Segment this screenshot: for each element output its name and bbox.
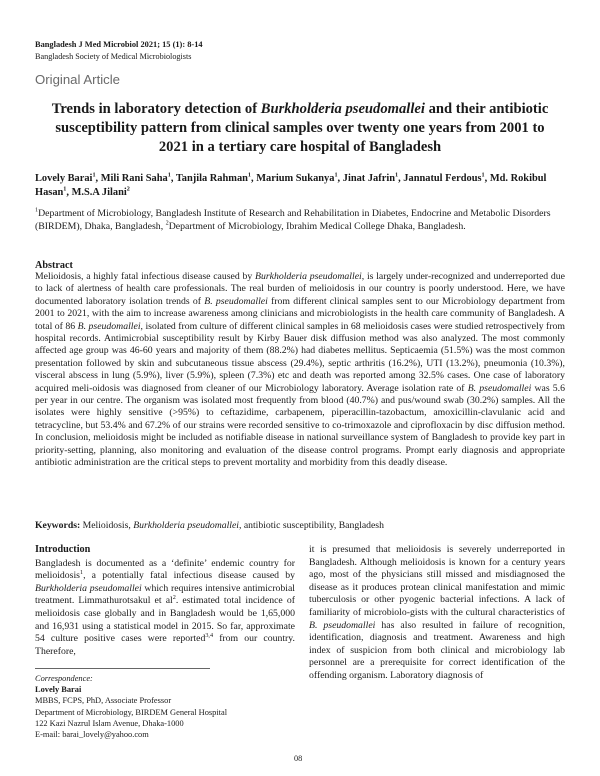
author-list bbox=[35, 172, 565, 200]
correspondence-name: Lovely Barai bbox=[35, 685, 82, 695]
article-type-label: Original Article bbox=[35, 72, 121, 87]
author: Marium Sukanya$^1$, bbox=[256, 171, 343, 184]
correspondence-label: Correspondence: bbox=[35, 674, 93, 683]
article-title: Trends in laboratory detection of Burkholderia pseudomallei and their antibiotic susceptibility pattern from clinical samples over twenty one years from 2001 to 2021 in a tertiary care hospital of Bangladesh bbox=[51, 101, 549, 155]
society-name: Bangladesh Society of Medical Microbiologists bbox=[35, 52, 192, 61]
keywords: Keywords: Melioidosis, Burkholderia pseudomallei, antibiotic susceptibility, Bangladesh bbox=[35, 520, 384, 531]
introduction-heading: Introduction bbox=[35, 544, 91, 555]
correspondence-block bbox=[35, 673, 295, 740]
abstract-heading: Abstract bbox=[35, 260, 73, 271]
correspondence-dept: Department of Microbiology, BIRDEM General Hospital bbox=[35, 707, 228, 717]
author: Jinat Jafrin$^1$, bbox=[342, 171, 404, 184]
author: M.S.A Jilani$^2$ bbox=[71, 185, 130, 198]
author: Tanjila Rahman$^1$, bbox=[175, 171, 257, 184]
author: Lovely Barai$^1$, bbox=[35, 171, 101, 184]
footnote-divider bbox=[35, 668, 210, 669]
page-number: 08 bbox=[294, 754, 303, 763]
correspondence-email[interactable]: E-mail: barai_lovely@yahoo.com bbox=[35, 730, 149, 740]
author: Jannatul Ferdous$^1$, bbox=[403, 171, 490, 184]
abstract-body: Melioidosis, a highly fatal infectious disease caused by Burkholderia pseudomallei, is largely under-recognized and underreported due to lack of alertness of health care professionals. The real burden of melioidosis in our country is poorly understood. Here, we have documented laboratory isolation trends of B. pseudomallei from different clinical samples sent to our Microbiology department from 2001 to 2021, with the aim to increase awareness among clinicians and microbiologists in the health care community of Bangladesh. A total of 86 B. pseudomallei, isolated from culture of different clinical samples in 68 melioidosis cases were studied retrospectively from hospital records. Antimicrobial susceptibility result by Kirby Bauer disk diffusion method was also analyzed. The most commonly affected age group was 46-60 years and majority of them (88.2%) had diabetes mellitus. Septicaemia (51.5%) was the most common presentation followed by skin and subcutaneous tissue abscess (29.4%), septic arthritis (16.2%), UTI (13.2%), pneumonia (10.3%), visceral abscess in lung (5.9%), liver (5.9%), spleen (7.3%) etc and death was reported among 32.5% cases. One case of laboratory acquired meli-oidosis was diagnosed from cleaner of our Microbiology laboratory. Average isolation rate of B. pseudomallei was 5.6 per year in our centre. The organism was isolated most frequently from blood (40.7%) and pus/wound swab (30.2%) samples. All the isolates were highly sensitive (>95%) to ceftazidime, carbapenem, piperacillin-tazobactum, amoxicillin-clavulanic acid and tetracycline, but 53.4% and 67.2% of our strains were recorded sensitive to co-trimoxazole and ciprofloxacin by disc diffusion method. In conclusion, melioidosis might be included as notifiable disease in national surveillance system of Bangladesh to provide key part in priority-setting, planning, also monitoring and evaluation of the disease control programs. Prompt early diagnosis and appropriate antibiotic administration are the critical steps to prevent mortality and morbidity from this deadly disease. bbox=[35, 271, 566, 469]
introduction-left-column: Introduction Bangladesh is documented as a ‘definite’ endemic country for melioidosis$^1$, a potentially fatal infectious disease caused by Burkholderia pseudomallei which requires intensive antimicrobial treatment. Limmathurotsakul et $al^2$. estimated total incidence of melioidosis case globally and in Bangladesh would be 1,65,000 and 16,931 using a statistical model in 2015. So far, approximate 54 culture positive cases were reported$^{3,4}$ from our country. Therefore, bbox=[35, 544, 295, 657]
introduction-right-column: it is presumed that melioidosis is severely underreported in Bangladesh. Although melioidosis is known for a century years ago, most of the physicians still missed and misdiagnosed the disease as it produces protean clinical manifestation and mimic tuberculosis or other pyogenic bacterial infections. A lack of familiarity of microbiolo-gists with the cultural characteristics of B. pseudomallei has also resulted in failure of recognition, identification, diagnosis and treatment. Awareness and high index of suspicion from both clinical and microbiology lab personnel are a prerequisite for correct identification of the offending organism. Laboratory diagnosis of bbox=[309, 544, 566, 681]
author: Md. Rokibul Hasan$^1$, bbox=[35, 173, 547, 198]
correspondence-address: 122 Kazi Nazrul Islam Avenue, Dhaka-1000 bbox=[35, 718, 184, 728]
journal-citation: Bangladesh J Med Microbiol 2021; 15 (1): 8-14 bbox=[35, 40, 203, 49]
correspondence-degrees: MBBS, FCPS, PhD, Associate Professor bbox=[35, 696, 172, 706]
affiliations: $^1$Department of Microbiology, Bangladesh Institute of Research and Rehabilitation in Diabetes, Endocrine and Metabolic Disorders (BIRDEM), Dhaka, Bangladesh, $^2$Department of Microbiology, Ibrahim Medical College Dhaka, Bangladesh. bbox=[35, 206, 551, 232]
author: Mili Rani Saha$^1$, bbox=[100, 171, 176, 184]
